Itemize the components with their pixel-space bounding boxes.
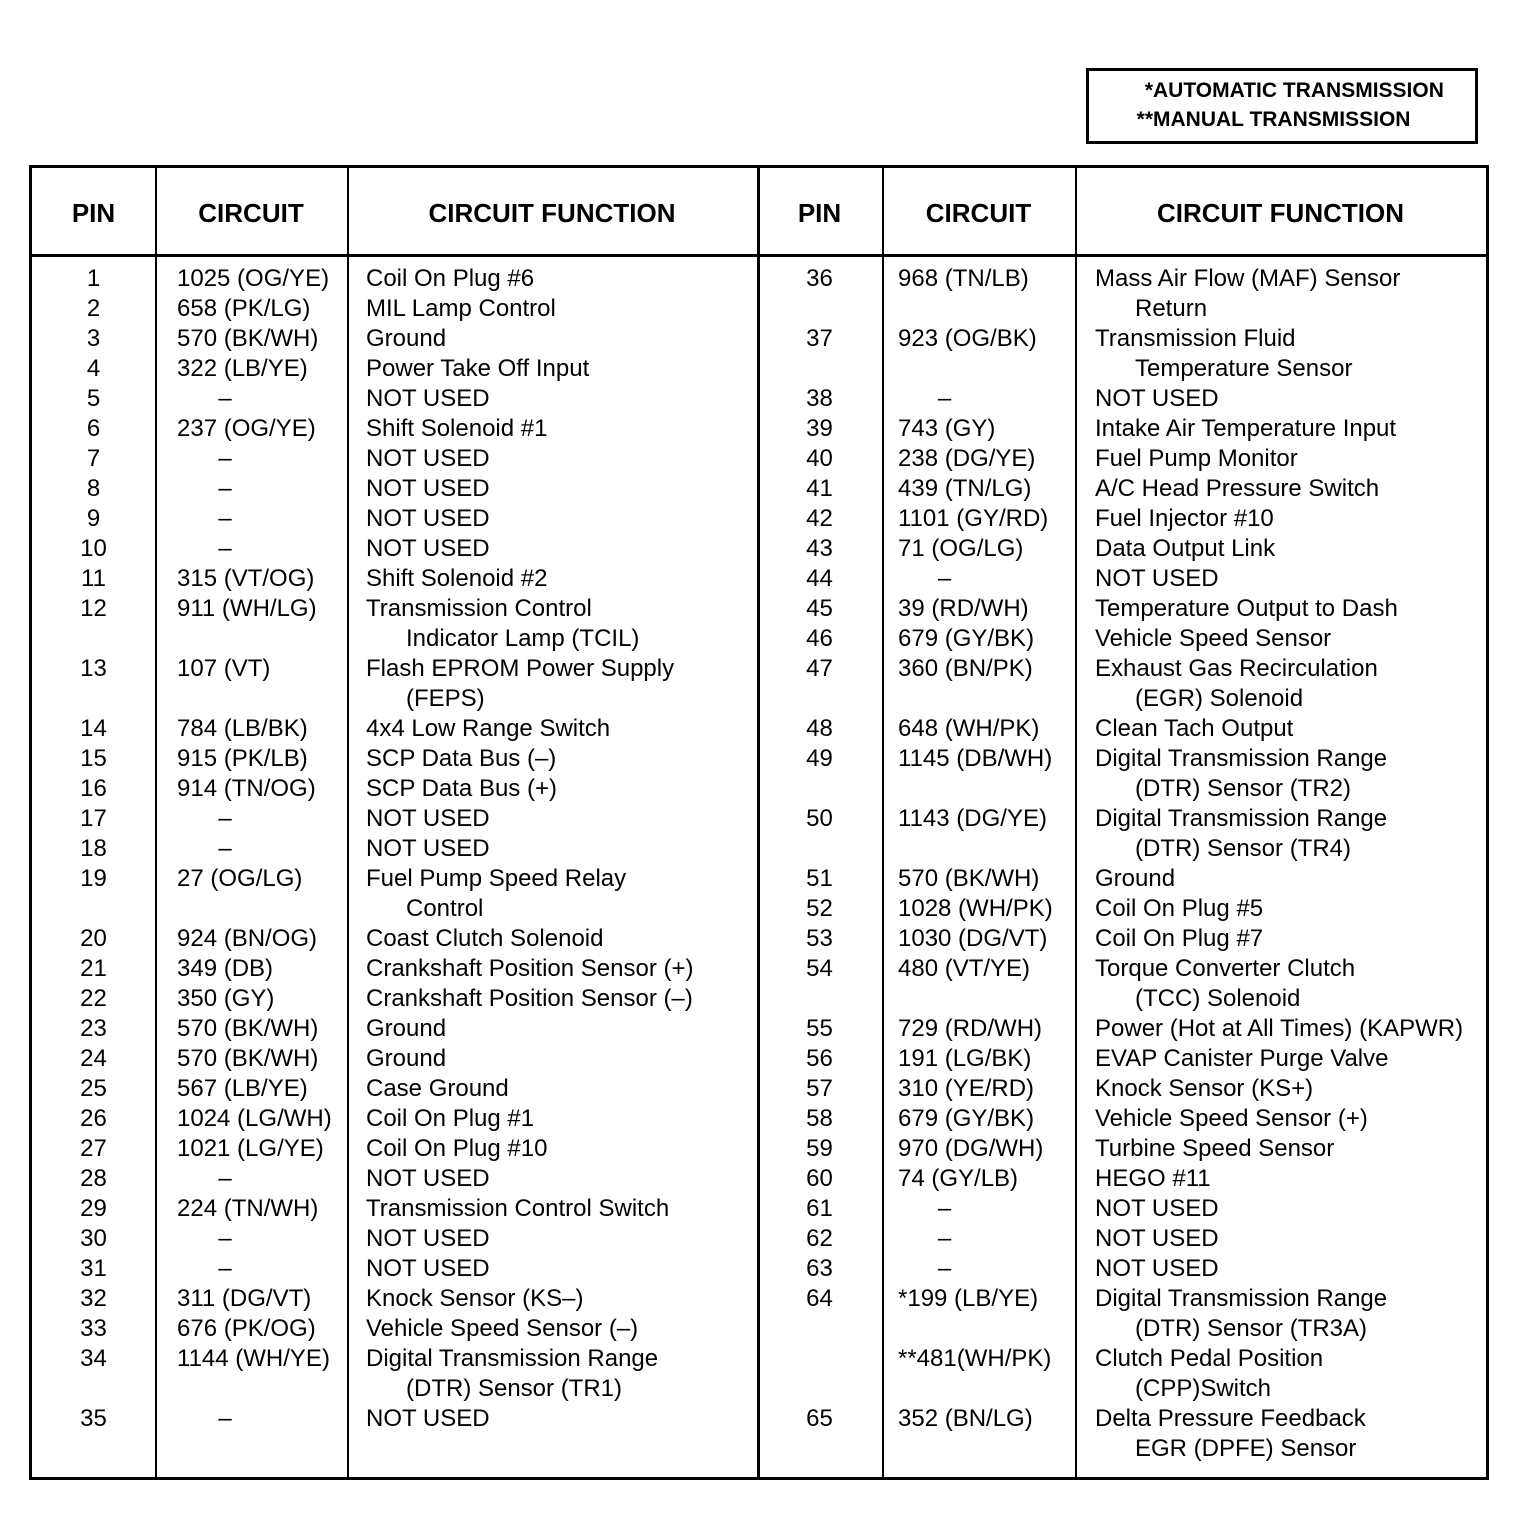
circuit-code: 311 (DG/VT) <box>177 1285 312 1312</box>
circuit-code: 1024 (LG/WH) <box>177 1105 332 1132</box>
circuit-function: (EGR) Solenoid <box>1135 685 1304 712</box>
pin-number: 14 <box>80 715 107 742</box>
pin-number: 61 <box>806 1195 833 1222</box>
pin-number: 26 <box>80 1105 107 1132</box>
circuit-function: Torque Converter Clutch <box>1095 955 1356 982</box>
pinout-table <box>29 165 1489 1480</box>
pin-number: 11 <box>81 565 106 592</box>
circuit-function: Ground <box>366 325 447 352</box>
circuit-code: 567 (LB/YE) <box>177 1075 308 1102</box>
pin-number: 46 <box>806 625 833 652</box>
pin-number: 59 <box>806 1135 833 1162</box>
pin-number: 48 <box>806 715 833 742</box>
circuit-code: 570 (BK/WH) <box>177 1045 319 1072</box>
circuit-function: Flash EPROM Power Supply <box>366 655 675 682</box>
circuit-function: (DTR) Sensor (TR4) <box>1135 835 1352 862</box>
circuit-function: Power (Hot at All Times) (KAPWR) <box>1095 1015 1464 1042</box>
circuit-function: Digital Transmission Range <box>1095 805 1388 832</box>
circuit-code: 924 (BN/OG) <box>177 925 318 952</box>
circuit-code: 439 (TN/LG) <box>898 475 1032 502</box>
circuit-function: Vehicle Speed Sensor (–) <box>366 1315 639 1342</box>
pin-number: 24 <box>80 1045 107 1072</box>
circuit-code: 1144 (WH/YE) <box>177 1345 330 1372</box>
circuit-function: 4x4 Low Range Switch <box>366 715 611 742</box>
pin-number: 8 <box>86 475 101 502</box>
circuit-code: – <box>218 1165 232 1192</box>
circuit-code: 224 (TN/WH) <box>177 1195 319 1222</box>
pin-number: 15 <box>80 745 107 772</box>
circuit-function: Digital Transmission Range <box>1095 745 1388 772</box>
circuit-function: (CPP)Switch <box>1135 1375 1272 1402</box>
circuit-function: Coil On Plug #7 <box>1095 925 1264 952</box>
circuit-code: 679 (GY/BK) <box>898 1105 1035 1132</box>
circuit-function: Knock Sensor (KS+) <box>1095 1075 1314 1102</box>
circuit-code: 71 (OG/LG) <box>898 535 1024 562</box>
circuit-code: – <box>218 835 232 862</box>
circuit-code: – <box>218 475 232 502</box>
circuit-function: Turbine Speed Sensor <box>1095 1135 1335 1162</box>
circuit-function: (DTR) Sensor (TR2) <box>1135 775 1352 802</box>
circuit-code: – <box>218 1405 232 1432</box>
circuit-function: Coil On Plug #6 <box>366 265 535 292</box>
circuit-function: Ground <box>366 1045 447 1072</box>
circuit-code: 570 (BK/WH) <box>898 865 1040 892</box>
circuit-function: Shift Solenoid #1 <box>366 415 548 442</box>
pin-number: 52 <box>806 895 833 922</box>
pin-number: 13 <box>80 655 107 682</box>
pin-number: 1 <box>86 265 101 292</box>
pin-number: 12 <box>80 595 107 622</box>
pin-number: 51 <box>806 865 833 892</box>
circuit-code: 679 (GY/BK) <box>898 625 1035 652</box>
circuit-code: 322 (LB/YE) <box>177 355 308 382</box>
circuit-code: – <box>937 385 952 412</box>
pin-number: 29 <box>80 1195 107 1222</box>
pin-number: 55 <box>806 1015 833 1042</box>
pin-number: 32 <box>80 1285 107 1312</box>
pin-number: 58 <box>806 1105 833 1132</box>
circuit-code: 1143 (DG/YE) <box>898 805 1047 832</box>
pin-number: 21 <box>80 955 107 982</box>
circuit-code: – <box>937 1225 952 1252</box>
circuit-code: – <box>218 1255 232 1282</box>
pin-number: 38 <box>806 385 833 412</box>
circuit-function: Transmission Fluid <box>1095 325 1296 352</box>
circuit-function: Coil On Plug #5 <box>1095 895 1264 922</box>
pin-number: 33 <box>80 1315 107 1342</box>
circuit-code: 743 (GY) <box>898 415 996 442</box>
circuit-function: Coil On Plug #10 <box>366 1135 548 1162</box>
circuit-function: Exhaust Gas Recirculation <box>1095 655 1378 682</box>
pin-number: 16 <box>80 775 107 802</box>
circuit-function: Crankshaft Position Sensor (–) <box>366 985 693 1012</box>
legend-auto-label: AUTOMATIC TRANSMISSION <box>1153 79 1444 102</box>
pin-number: 50 <box>806 805 833 832</box>
circuit-code: 39 (RD/WH) <box>898 595 1029 622</box>
circuit-code: 237 (OG/YE) <box>177 415 316 442</box>
circuit-function: Clutch Pedal Position <box>1095 1345 1324 1372</box>
pin-number: 7 <box>86 445 101 472</box>
circuit-function: NOT USED <box>366 1225 490 1252</box>
circuit-function: Ground <box>1095 865 1176 892</box>
circuit-function: NOT USED <box>366 1165 490 1192</box>
circuit-function: NOT USED <box>366 445 490 472</box>
circuit-function: (TCC) Solenoid <box>1135 985 1301 1012</box>
circuit-function: (DTR) Sensor (TR3A) <box>1135 1315 1368 1342</box>
circuit-function: Power Take Off Input <box>366 355 590 382</box>
circuit-function: Digital Transmission Range <box>1095 1285 1388 1312</box>
circuit-function: EVAP Canister Purge Valve <box>1095 1045 1389 1072</box>
circuit-code: 968 (TN/LB) <box>898 265 1029 292</box>
circuit-code: 970 (DG/WH) <box>898 1135 1044 1162</box>
circuit-code: – <box>218 445 232 472</box>
circuit-code: 74 (GY/LB) <box>898 1165 1019 1192</box>
circuit-code: 238 (DG/YE) <box>898 445 1036 472</box>
pin-number: 25 <box>80 1075 107 1102</box>
pin-number: 60 <box>806 1165 833 1192</box>
pin-number: 35 <box>80 1405 107 1432</box>
circuit-code: 914 (TN/OG) <box>177 775 316 802</box>
circuit-code: 350 (GY) <box>177 985 275 1012</box>
pin-number: 3 <box>86 325 101 352</box>
pin-number: 62 <box>806 1225 833 1252</box>
table-body <box>32 168 1486 1477</box>
pin-number: 18 <box>80 835 107 862</box>
circuit-code: 349 (DB) <box>177 955 274 982</box>
circuit-code: 915 (PK/LB) <box>177 745 308 772</box>
circuit-function: Transmission Control <box>366 595 592 622</box>
legend-manual-label: MANUAL TRANSMISSION <box>1153 108 1411 131</box>
pin-number: 20 <box>80 925 107 952</box>
circuit-function: NOT USED <box>1095 565 1219 592</box>
circuit-function: MIL Lamp Control <box>366 295 556 322</box>
circuit-function: Mass Air Flow (MAF) Sensor <box>1095 265 1401 292</box>
circuit-function: Vehicle Speed Sensor <box>1095 625 1332 652</box>
circuit-code: 658 (PK/LG) <box>177 295 311 322</box>
pin-number: 44 <box>806 565 833 592</box>
pin-number: 54 <box>806 955 833 982</box>
circuit-function: Vehicle Speed Sensor (+) <box>1095 1105 1368 1132</box>
pin-number: 34 <box>80 1345 107 1372</box>
pin-number: 43 <box>806 535 833 562</box>
pin-number: 40 <box>806 445 833 472</box>
circuit-code: 310 (YE/RD) <box>898 1075 1035 1102</box>
circuit-function: Fuel Injector #10 <box>1095 505 1274 532</box>
circuit-function: A/C Head Pressure Switch <box>1095 475 1380 502</box>
pin-number: 19 <box>80 865 107 892</box>
circuit-code: – <box>218 385 232 412</box>
pin-number: 10 <box>80 535 107 562</box>
pin-number: 53 <box>806 925 833 952</box>
header-function-right: CIRCUIT FUNCTION <box>1157 198 1404 228</box>
header-function-left: CIRCUIT FUNCTION <box>428 198 676 228</box>
circuit-function: NOT USED <box>366 1255 490 1282</box>
header-pin-right: PIN <box>797 198 842 228</box>
pin-number: 65 <box>806 1405 833 1432</box>
circuit-function: NOT USED <box>366 1405 490 1432</box>
circuit-function: NOT USED <box>1095 1195 1219 1222</box>
circuit-function: Coil On Plug #1 <box>366 1105 535 1132</box>
legend-manual-mark: ** <box>1136 108 1153 131</box>
header-circuit-right: CIRCUIT <box>925 198 1032 228</box>
pin-number: 47 <box>806 655 833 682</box>
pin-number: 17 <box>80 805 107 832</box>
circuit-code: 107 (VT) <box>177 655 271 682</box>
circuit-code: 27 (OG/LG) <box>177 865 303 892</box>
circuit-function: EGR (DPFE) Sensor <box>1135 1435 1357 1462</box>
circuit-function: Fuel Pump Speed Relay <box>366 865 627 892</box>
pin-number: 28 <box>80 1165 107 1192</box>
pin-number: 64 <box>806 1285 833 1312</box>
circuit-function: NOT USED <box>366 505 490 532</box>
pin-number: 45 <box>806 595 833 622</box>
circuit-function: Temperature Sensor <box>1135 355 1353 382</box>
pin-number: 30 <box>80 1225 107 1252</box>
pin-number: 27 <box>80 1135 107 1162</box>
circuit-function: Return <box>1135 295 1208 322</box>
pin-number: 36 <box>806 265 833 292</box>
circuit-code: 1025 (OG/YE) <box>177 265 330 292</box>
circuit-code: 352 (BN/LG) <box>898 1405 1033 1432</box>
circuit-code: – <box>937 565 952 592</box>
pin-number: 6 <box>86 415 101 442</box>
circuit-function: Case Ground <box>366 1075 509 1102</box>
circuit-function: (DTR) Sensor (TR1) <box>406 1375 623 1402</box>
pin-number: 37 <box>806 325 833 352</box>
circuit-function: Coast Clutch Solenoid <box>366 925 604 952</box>
circuit-code: – <box>218 535 232 562</box>
circuit-code: 315 (VT/OG) <box>177 565 315 592</box>
circuit-code: – <box>218 505 232 532</box>
circuit-code: 729 (RD/WH) <box>898 1015 1043 1042</box>
circuit-function: NOT USED <box>366 805 490 832</box>
circuit-function: NOT USED <box>366 475 490 502</box>
circuit-function: NOT USED <box>366 535 490 562</box>
circuit-code: 911 (WH/LG) <box>177 595 317 622</box>
circuit-function: Delta Pressure Feedback <box>1095 1405 1366 1432</box>
circuit-code: 923 (OG/BK) <box>898 325 1037 352</box>
circuit-function: NOT USED <box>366 835 490 862</box>
pin-number: 31 <box>80 1255 107 1282</box>
circuit-function: Shift Solenoid #2 <box>366 565 548 592</box>
circuit-code: 360 (BN/PK) <box>898 655 1033 682</box>
pin-number: 63 <box>806 1255 833 1282</box>
circuit-code: **481(WH/PK) <box>898 1345 1052 1372</box>
circuit-code: 648 (WH/PK) <box>898 715 1040 742</box>
pin-number: 2 <box>86 295 101 322</box>
circuit-code: 1021 (LG/YE) <box>177 1135 324 1162</box>
circuit-function: Indicator Lamp (TCIL) <box>406 625 640 652</box>
circuit-code: – <box>218 1225 232 1252</box>
pin-number: 42 <box>806 505 833 532</box>
header-pin-left: PIN <box>71 198 116 228</box>
pin-number: 41 <box>806 475 833 502</box>
circuit-code: 1101 (GY/RD) <box>898 505 1049 532</box>
circuit-code: *199 (LB/YE) <box>898 1285 1039 1312</box>
circuit-function: NOT USED <box>1095 385 1219 412</box>
circuit-function: Crankshaft Position Sensor (+) <box>366 955 694 982</box>
circuit-function: Intake Air Temperature Input <box>1095 415 1397 442</box>
pin-number: 22 <box>80 985 107 1012</box>
circuit-code: 480 (VT/YE) <box>898 955 1031 982</box>
circuit-code: 191 (LG/BK) <box>898 1045 1032 1072</box>
circuit-function: Digital Transmission Range <box>366 1345 659 1372</box>
circuit-code: – <box>937 1255 952 1282</box>
pin-number: 56 <box>806 1045 833 1072</box>
circuit-function: NOT USED <box>1095 1255 1219 1282</box>
pin-number: 39 <box>806 415 833 442</box>
circuit-code: 1030 (DG/VT) <box>898 925 1048 952</box>
circuit-function: HEGO #11 <box>1095 1165 1211 1192</box>
pin-number: 57 <box>806 1075 833 1102</box>
circuit-function: Ground <box>366 1015 447 1042</box>
circuit-function: Control <box>406 895 484 922</box>
circuit-code: – <box>218 805 232 832</box>
circuit-function: Fuel Pump Monitor <box>1095 445 1298 472</box>
circuit-function: SCP Data Bus (+) <box>366 775 557 802</box>
legend-auto-mark: * <box>1144 79 1153 102</box>
circuit-function: SCP Data Bus (–) <box>366 745 557 772</box>
circuit-function: Clean Tach Output <box>1095 715 1294 742</box>
circuit-function: NOT USED <box>366 385 490 412</box>
pin-number: 23 <box>80 1015 107 1042</box>
circuit-code: 1028 (WH/PK) <box>898 895 1053 922</box>
circuit-function: (FEPS) <box>406 685 485 712</box>
circuit-function: Data Output Link <box>1095 535 1276 562</box>
transmission-legend <box>1086 68 1478 144</box>
circuit-code: 1145 (DB/WH) <box>898 745 1053 772</box>
pin-number: 9 <box>86 505 101 532</box>
circuit-code: 570 (BK/WH) <box>177 325 319 352</box>
circuit-code: – <box>937 1195 952 1222</box>
circuit-code: 784 (LB/BK) <box>177 715 308 742</box>
header-circuit-left: CIRCUIT <box>198 198 304 228</box>
pin-number: 49 <box>806 745 833 772</box>
circuit-function: Transmission Control Switch <box>366 1195 670 1222</box>
pin-number: 5 <box>86 385 101 412</box>
circuit-function: Knock Sensor (KS–) <box>366 1285 584 1312</box>
circuit-function: NOT USED <box>1095 1225 1219 1252</box>
circuit-code: 676 (PK/OG) <box>177 1315 316 1342</box>
circuit-function: Temperature Output to Dash <box>1095 595 1398 622</box>
circuit-code: 570 (BK/WH) <box>177 1015 319 1042</box>
pin-number: 4 <box>86 355 101 382</box>
